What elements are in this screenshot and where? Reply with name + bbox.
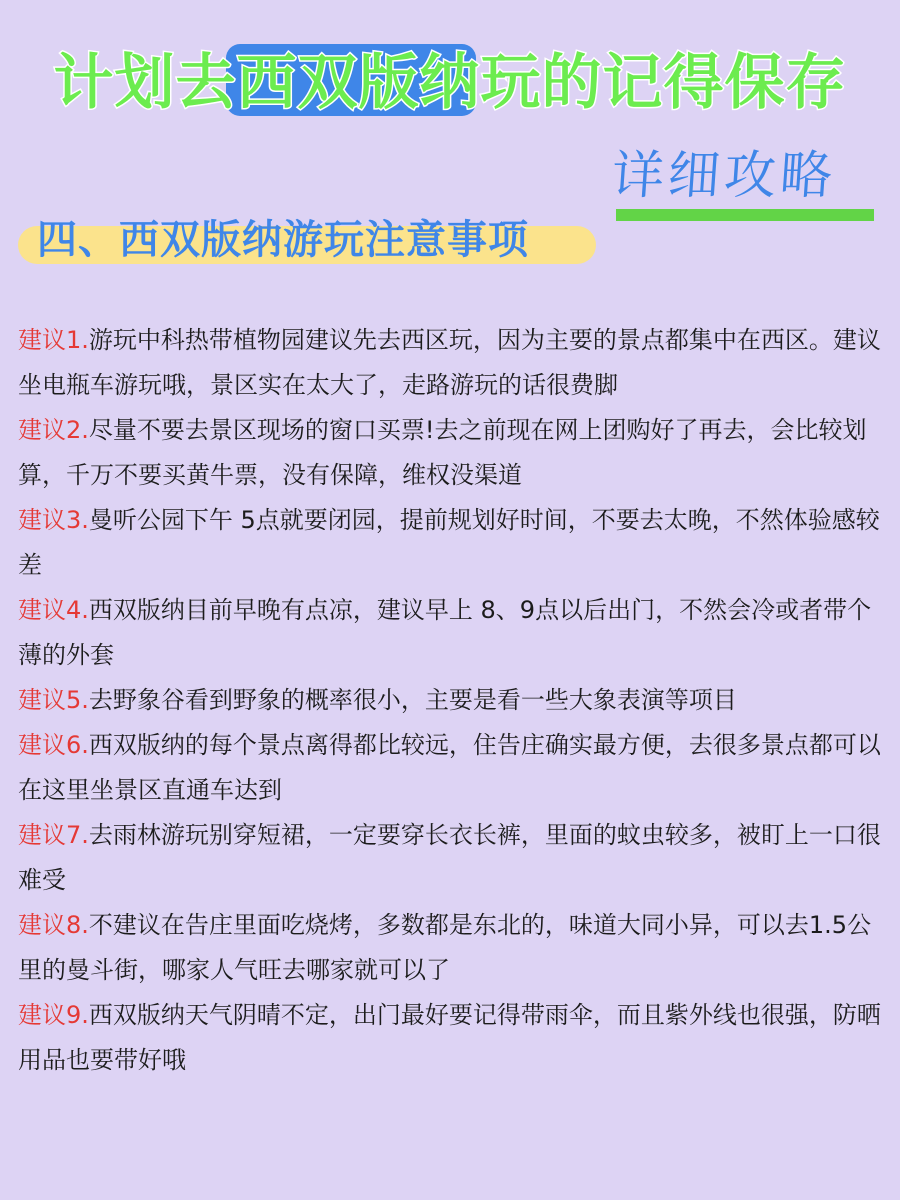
tips-list [18, 318, 882, 1083]
tip-text: 去雨林游玩别穿短裙，一定要穿长衣长裤，里面的蚊虫较多，被盯上一口很难受 [18, 821, 881, 894]
tip-text: 曼听公园下午 5点就要闭园，提前规划好时间，不要去太晚，不然体验感较差 [18, 506, 880, 579]
tip-text: 西双版纳的每个景点离得都比较远，住告庄确实最方便，去很多景点都可以在这里坐景区直通车达到 [18, 731, 881, 804]
tip-text: 去野象谷看到野象的概率很小，主要是看一些大象表演等项目 [88, 686, 737, 714]
tip-label: 建议3. [18, 506, 89, 534]
tip-item [18, 678, 882, 723]
title-banner [0, 40, 900, 130]
section-title: 四、西双版纳游玩注意事项 [37, 217, 529, 263]
tip-label: 建议7. [18, 821, 89, 849]
tip-item [18, 813, 882, 903]
tip-text: 不建议在告庄里面吃烧烤，多数都是东北的，味道大同小异，可以去1.5公里的曼斗街，哪家人气旺去哪家就可以了 [18, 911, 872, 984]
tip-text: 西双版纳天气阴晴不定，出门最好要记得带雨伞，而且紫外线也很强，防晒用品也要带好哦 [18, 1001, 881, 1074]
tip-item [18, 993, 882, 1083]
tip-label: 建议4. [18, 596, 89, 624]
tip-item [18, 318, 882, 408]
tip-item [18, 903, 882, 993]
tip-label: 建议5. [18, 686, 89, 714]
tip-text: 尽量不要去景区现场的窗口买票!去之前现在网上团购好了再去，会比较划算，千万不要买黄牛票，没有保障，维权没渠道 [18, 416, 867, 489]
tip-text: 游玩中科热带植物园建议先去西区玩，因为主要的景点都集中在西区。建议坐电瓶车游玩哦，景区实在太大了，走路游玩的话很费脚 [18, 326, 881, 399]
page-title: 计划去西双版纳玩的记得保存 [53, 48, 847, 118]
tip-item [18, 498, 882, 588]
tip-label: 建议9. [18, 1001, 89, 1029]
tip-item [18, 723, 882, 813]
tip-item [18, 408, 882, 498]
subtitle-underline [616, 209, 874, 221]
tip-text: 西双版纳目前早晚有点凉，建议早上 8、9点以后出门，不然会冷或者带个薄的外套 [18, 596, 872, 669]
tip-label: 建议6. [18, 731, 89, 759]
subtitle-handwritten: 详细攻略 [609, 146, 839, 206]
tip-item [18, 588, 882, 678]
tip-label: 建议8. [18, 911, 89, 939]
tip-label: 建议2. [18, 416, 89, 444]
tip-label: 建议1. [18, 326, 89, 354]
